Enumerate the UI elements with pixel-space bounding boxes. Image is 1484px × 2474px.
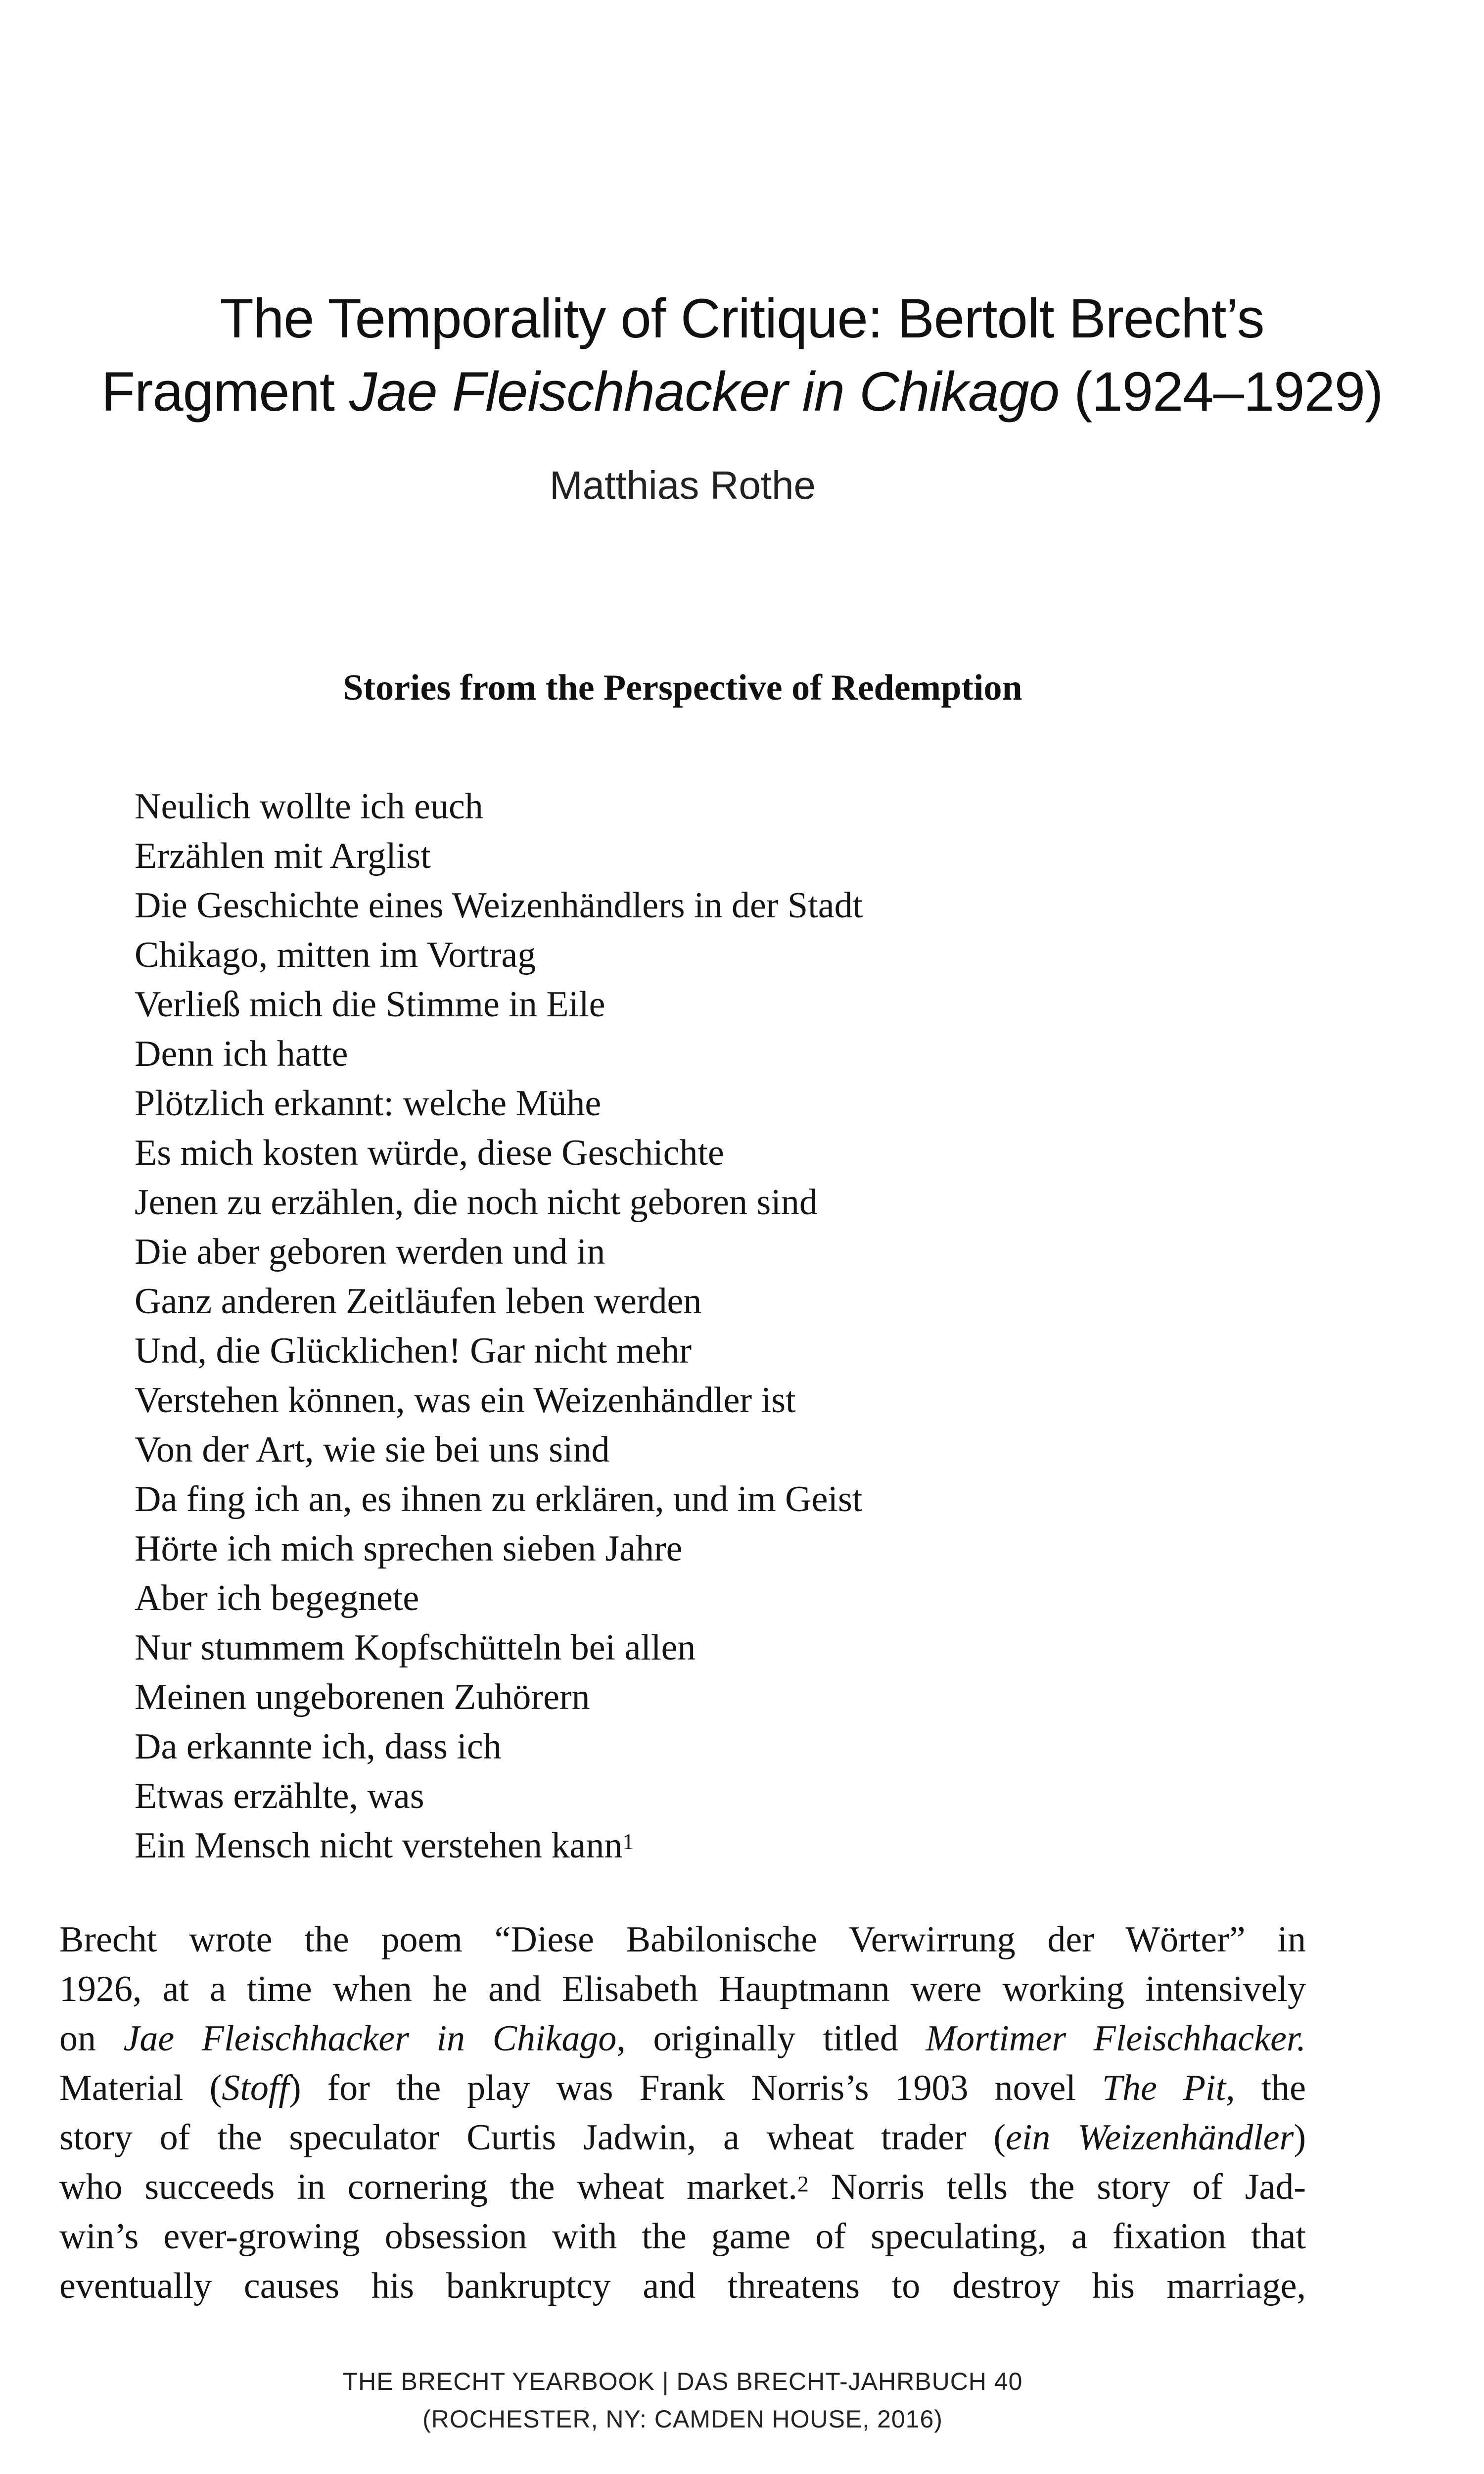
poem-line: Verstehen können, was ein Weizenhändler ist [135, 1380, 796, 1421]
poem-line: Von der Art, wie sie bei uns sind [135, 1429, 610, 1470]
italic-title: Jae Fleischhacker in Chikago [123, 2018, 617, 2059]
title-line-2 [0, 355, 1484, 428]
poem-line: Die Geschichte eines Weizenhändlers in der Stadt [135, 885, 863, 926]
italic-term: Stoff [222, 2068, 289, 2108]
poem-line: Aber ich begegnete [135, 1578, 419, 1618]
title-play-name: Jae Fleischhacker in Chikago [349, 361, 1060, 423]
footnote-marker[interactable]: 2 [797, 2171, 809, 2196]
poem-line: Denn ich hatte [135, 1034, 348, 1074]
poem-line: Neulich wollte ich euch [135, 786, 483, 827]
title-prefix: Fragment [101, 361, 350, 423]
footer-journal: THE BRECHT YEARBOOK | DAS BRECHT-JAHRBUCH 40 [342, 2368, 1023, 2395]
body-line: Brecht wrote the poem “Diese Babilonische Verwirrung der Wörter” in [59, 1919, 1306, 1960]
poem-line: Ein Mensch nicht verstehen kann$^1$ [135, 1825, 634, 1866]
italic-term: ein Weizenhändler [1006, 2117, 1294, 2158]
poem-line: Es mich kosten würde, diese Geschichte [135, 1133, 724, 1173]
poem-line: Erzählen mit Arglist [135, 836, 431, 876]
poem-line: Verließ mich die Stimme in Eile [135, 984, 605, 1025]
body-line: on Jae Fleischhacker in Chikago, originally titled Mortimer Fleischhacker. [59, 2018, 1306, 2059]
footnote-marker[interactable]: 1 [622, 1829, 634, 1854]
poem-line: Da fing ich an, es ihnen zu erklären, und im Geist [135, 1479, 863, 1520]
page-footer [0, 2363, 1365, 2438]
body-line: eventually causes his bankruptcy and threatens to destroy his marriage, [59, 2266, 1306, 2306]
section-heading: Stories from the Perspective of Redemption [343, 667, 1022, 708]
body-paragraph [59, 1915, 1306, 2311]
poem-block [135, 782, 1322, 1870]
poem-line: Da erkannte ich, dass ich [135, 1726, 502, 1767]
author-name: Matthias Rothe [549, 463, 816, 507]
poem-line: Hörte ich mich sprechen sieben Jahre [135, 1528, 683, 1569]
poem-line: Nur stummem Kopfschütteln bei allen [135, 1627, 696, 1668]
poem-line: Chikago, mitten im Vortrag [135, 935, 536, 975]
body-line: win’s ever-growing obsession with the game of speculating, a fixation that [59, 2216, 1306, 2257]
title-dates: (1924–1929) [1059, 361, 1383, 423]
poem-line: Etwas erzählte, was [135, 1776, 424, 1816]
poem-line: Und, die Glücklichen! Gar nicht mehr [135, 1331, 692, 1371]
italic-title: The Pit [1102, 2068, 1226, 2108]
body-line: story of the speculator Curtis Jadwin, a wheat trader (ein Weizenhändler) [59, 2117, 1306, 2158]
body-line: 1926, at a time when he and Elisabeth Hauptmann were working intensively [59, 1969, 1306, 2009]
poem-line: Jenen zu erzählen, die noch nicht geboren sind [135, 1182, 818, 1223]
poem-line: Ganz anderen Zeitläufen leben werden [135, 1281, 702, 1322]
poem-line: Die aber geboren werden und in [135, 1232, 605, 1272]
title-line-1: The Temporality of Critique: Bertolt Brecht’s [220, 287, 1264, 349]
poem-line: Plötzlich erkannt: welche Mühe [135, 1083, 602, 1124]
article-title [0, 282, 1484, 428]
body-line: Material (Stoff) for the play was Frank Norris’s 1903 novel The Pit, the [59, 2068, 1306, 2108]
footer-publisher: (ROCHESTER, NY: CAMDEN HOUSE, 2016) [422, 2405, 943, 2433]
body-line: who succeeds in cornering the wheat market.$^2$ Norris tells the story of Jad- [59, 2167, 1306, 2207]
italic-title: Mortimer Fleischhacker. [926, 2018, 1306, 2059]
poem-line: Meinen ungeborenen Zuhörern [135, 1677, 590, 1717]
